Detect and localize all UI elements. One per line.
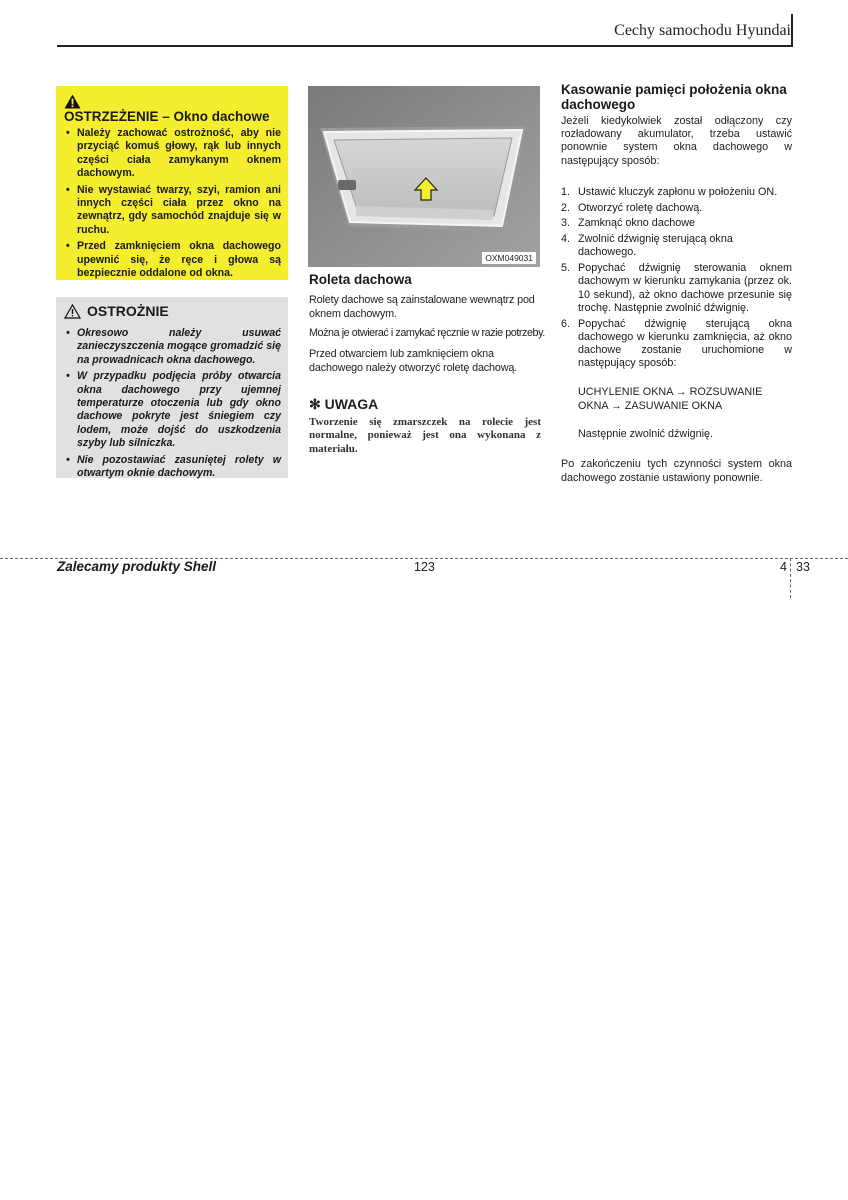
running-header: Cechy samochodu Hyundai xyxy=(614,22,791,39)
step-text: Zwolnić dźwignię sterującą okna dachowego. xyxy=(578,233,733,259)
warning-item: • Przed zamknięciem okna dachowego upewnić się, że ręce i głowa są bezpiecznie oddalone od okna. xyxy=(64,240,281,280)
footer-section-number: 4 xyxy=(780,560,787,574)
step-item xyxy=(561,202,792,215)
note-section xyxy=(309,396,541,456)
step-item xyxy=(561,217,792,230)
header-rule-vertical xyxy=(791,14,793,47)
caution-icon xyxy=(64,304,81,319)
footer-rule-vertical xyxy=(790,558,791,598)
note-title: UWAGA xyxy=(324,396,379,412)
step-number: 2. xyxy=(561,201,571,214)
warning-item: • Nie wystawiać twarzy, szyi, ramion ani innych części ciała przez okno na zewnątrz, gdy samochód znajduje się w ruchu. xyxy=(64,184,281,238)
caution-list xyxy=(64,327,281,480)
step-number: 5. xyxy=(561,262,571,275)
roleta-section xyxy=(309,272,545,375)
figure-id: OXM049031 xyxy=(482,252,536,264)
step-number: 4. xyxy=(561,233,571,246)
reset-steps xyxy=(561,186,792,371)
roleta-paragraph: Przed otwarciem lub zamknięciem okna dachowego należy otworzyć roletę dachową. xyxy=(309,347,518,374)
caution-title: OSTROŻNIE xyxy=(87,303,169,319)
caution-item: • Nie pozostawiać zasuniętej rolety w otwartym oknie dachowym. xyxy=(64,454,281,481)
step-number: 1. xyxy=(561,185,571,198)
sunroof-photo xyxy=(308,86,540,267)
footer-section-page: 33 xyxy=(796,560,810,574)
caution-item: • W przypadku podjęcia próby otwarcia okna dachowego przy ujemnej temperaturze otoczenia lub gdy okno dachowe pokryte jest śniegiem czy lodem, może dojść do uszkodzenia szyby lub silniczka. xyxy=(64,370,281,450)
step-text: Popychać dźwignię sterowania oknem dachowym w kierunku zamykania (przez ok. 10 sekund), aż okno dachowe przesunie się trochę. Następnie zwolnić dźwignię. xyxy=(578,262,792,314)
warning-list xyxy=(64,127,281,280)
step-item xyxy=(561,318,792,371)
step-text: Popychać dźwignię sterującą okna dachowego w kierunku zamknięcia, aż okno dachowe zostanie uruchomione w następujący sposób: xyxy=(578,317,792,370)
reset-release: Następnie zwolnić dźwignię. xyxy=(578,428,714,441)
reset-intro: Jeżeli kiedykolwiek został odłączony czy rozładowany akumulator, trzeba ustawić ponownie system okna dachowego w następujący sposób: xyxy=(561,115,792,167)
step-item xyxy=(561,262,792,315)
roleta-paragraph: Można je otwierać i zamykać ręcznie w razie potrzeby. xyxy=(309,327,545,340)
warning-title: OSTRZEŻENIE – Okno dachowe xyxy=(64,109,270,124)
step-number: 6. xyxy=(561,317,571,330)
sunroof-illustration xyxy=(308,86,540,267)
warning-icon xyxy=(64,94,81,109)
reset-closing: Po zakończeniu tych czynności system okna dachowego zostanie ustawiony ponownie. xyxy=(561,457,792,484)
step-item xyxy=(561,233,792,259)
reset-title: Kasowanie pamięci położenia okna dachowego xyxy=(561,82,787,112)
roleta-paragraph: Rolety dachowe są zainstalowane wewnątrz pod oknem dachowym. xyxy=(309,294,535,321)
note-heading xyxy=(309,396,541,412)
asterisk-icon: ✻ xyxy=(309,396,321,412)
warning-heading xyxy=(64,94,281,124)
warning-item: • Należy zachować ostrożność, aby nie przyciąć komuś głowy, rąk lub innych części ciała zamykanym oknem dachowym. xyxy=(64,127,281,181)
caution-heading xyxy=(64,303,281,319)
step-item xyxy=(561,186,792,199)
reset-sequence: UCHYLENIE OKNA → ROZSUWANIE OKNA → ZASUWANIE OKNA xyxy=(578,386,763,413)
step-number: 3. xyxy=(561,217,571,230)
step-text: Ustawić kluczyk zapłonu w położeniu ON. xyxy=(578,185,778,198)
caution-box xyxy=(56,297,288,478)
footer-page-number: 123 xyxy=(414,560,435,574)
step-text: Zamknąć okno dachowe xyxy=(578,217,696,230)
roleta-title: Roleta dachowa xyxy=(309,272,412,287)
note-text: Tworzenie się zmarszczek na rolecie jest normalne, ponieważ jest ona wykonana z materiału. xyxy=(309,416,541,455)
caution-item: • Okresowo należy usuwać zanieczyszczenia mogące gromadzić się na prowadnicach okna dachowego. xyxy=(64,327,281,367)
footer-brand: Zalecamy produkty Shell xyxy=(57,559,217,574)
reset-section xyxy=(561,82,792,485)
step-text: Otworzyć roletę dachową. xyxy=(578,201,703,214)
warning-box xyxy=(56,86,288,280)
header-rule xyxy=(57,45,793,47)
